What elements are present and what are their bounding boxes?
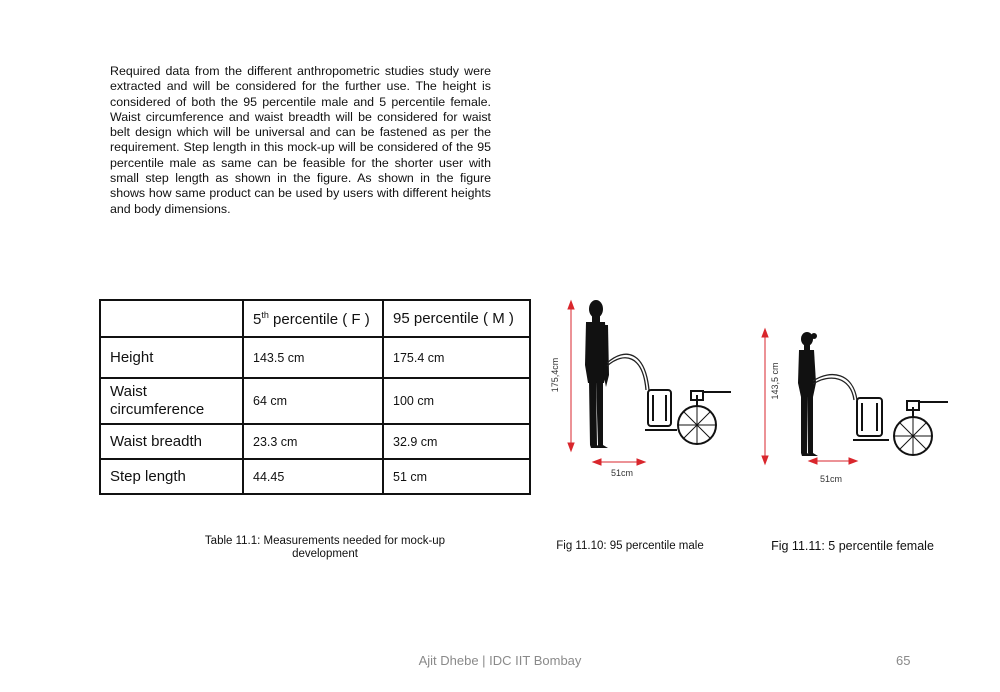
cell-male: 100 cm bbox=[383, 378, 530, 424]
male-cart bbox=[645, 390, 731, 444]
measurements-table bbox=[99, 299, 531, 495]
table-row bbox=[100, 424, 530, 459]
male-belt-hose bbox=[607, 354, 649, 390]
female-height-label: 143,5 cm bbox=[770, 362, 780, 400]
table-row bbox=[100, 378, 530, 424]
footer-author: Ajit Dhebe | IDC IIT Bombay bbox=[418, 653, 582, 668]
cell-female: 143.5 cm bbox=[243, 337, 383, 378]
cell-male: 175.4 cm bbox=[383, 337, 530, 378]
table-header-female: 5th percentile ( F ) bbox=[243, 300, 383, 337]
female-step-label: 51cm bbox=[819, 474, 843, 484]
cell-male: 51 cm bbox=[383, 459, 530, 494]
fig-female-caption: Fig 11.11: 5 percentile female bbox=[771, 539, 934, 553]
row-label: Waist breadth bbox=[100, 424, 243, 459]
table-row bbox=[100, 337, 530, 378]
cell-female: 44.45 bbox=[243, 459, 383, 494]
male-height-label: 175,4cm bbox=[550, 357, 560, 393]
cell-female: 23.3 cm bbox=[243, 424, 383, 459]
table-header-male: 95 percentile ( M ) bbox=[383, 300, 530, 337]
male-figure bbox=[545, 295, 745, 485]
female-figure bbox=[765, 325, 955, 490]
male-step-label: 51cm bbox=[610, 468, 634, 478]
female-cart bbox=[853, 398, 948, 455]
cell-female: 64 cm bbox=[243, 378, 383, 424]
female-belt-hose bbox=[813, 375, 857, 400]
male-silhouette bbox=[585, 300, 609, 448]
row-label: Height bbox=[100, 337, 243, 378]
table-header-row bbox=[100, 300, 530, 337]
table-caption: Table 11.1: Measurements needed for mock-up development bbox=[204, 535, 446, 560]
table-row bbox=[100, 459, 530, 494]
row-label: Step length bbox=[100, 459, 243, 494]
female-silhouette bbox=[798, 332, 818, 456]
row-label: Waist circumference bbox=[100, 378, 243, 424]
page-number: 65 bbox=[896, 653, 911, 668]
cell-male: 32.9 cm bbox=[383, 424, 530, 459]
body-paragraph: Required data from the different anthropometric studies study were extracted and will be considered for the further use. The height is considered of both the 95 percentile male and 5 percentile female. Waist circumference and waist breadth will be considered for waist belt design which will be universal and can be fastened as per the requirement. Step length in this mock-up will be considered of the 95 percentile male as same can be feasible for the shorter user with small step length as shown in the figure. As shown in the figure shows how same product can be used by users with different heights and body dimensions. bbox=[110, 64, 491, 216]
table-header-empty bbox=[100, 300, 243, 337]
fig-male-caption: Fig 11.10: 95 percentile male bbox=[556, 540, 704, 552]
